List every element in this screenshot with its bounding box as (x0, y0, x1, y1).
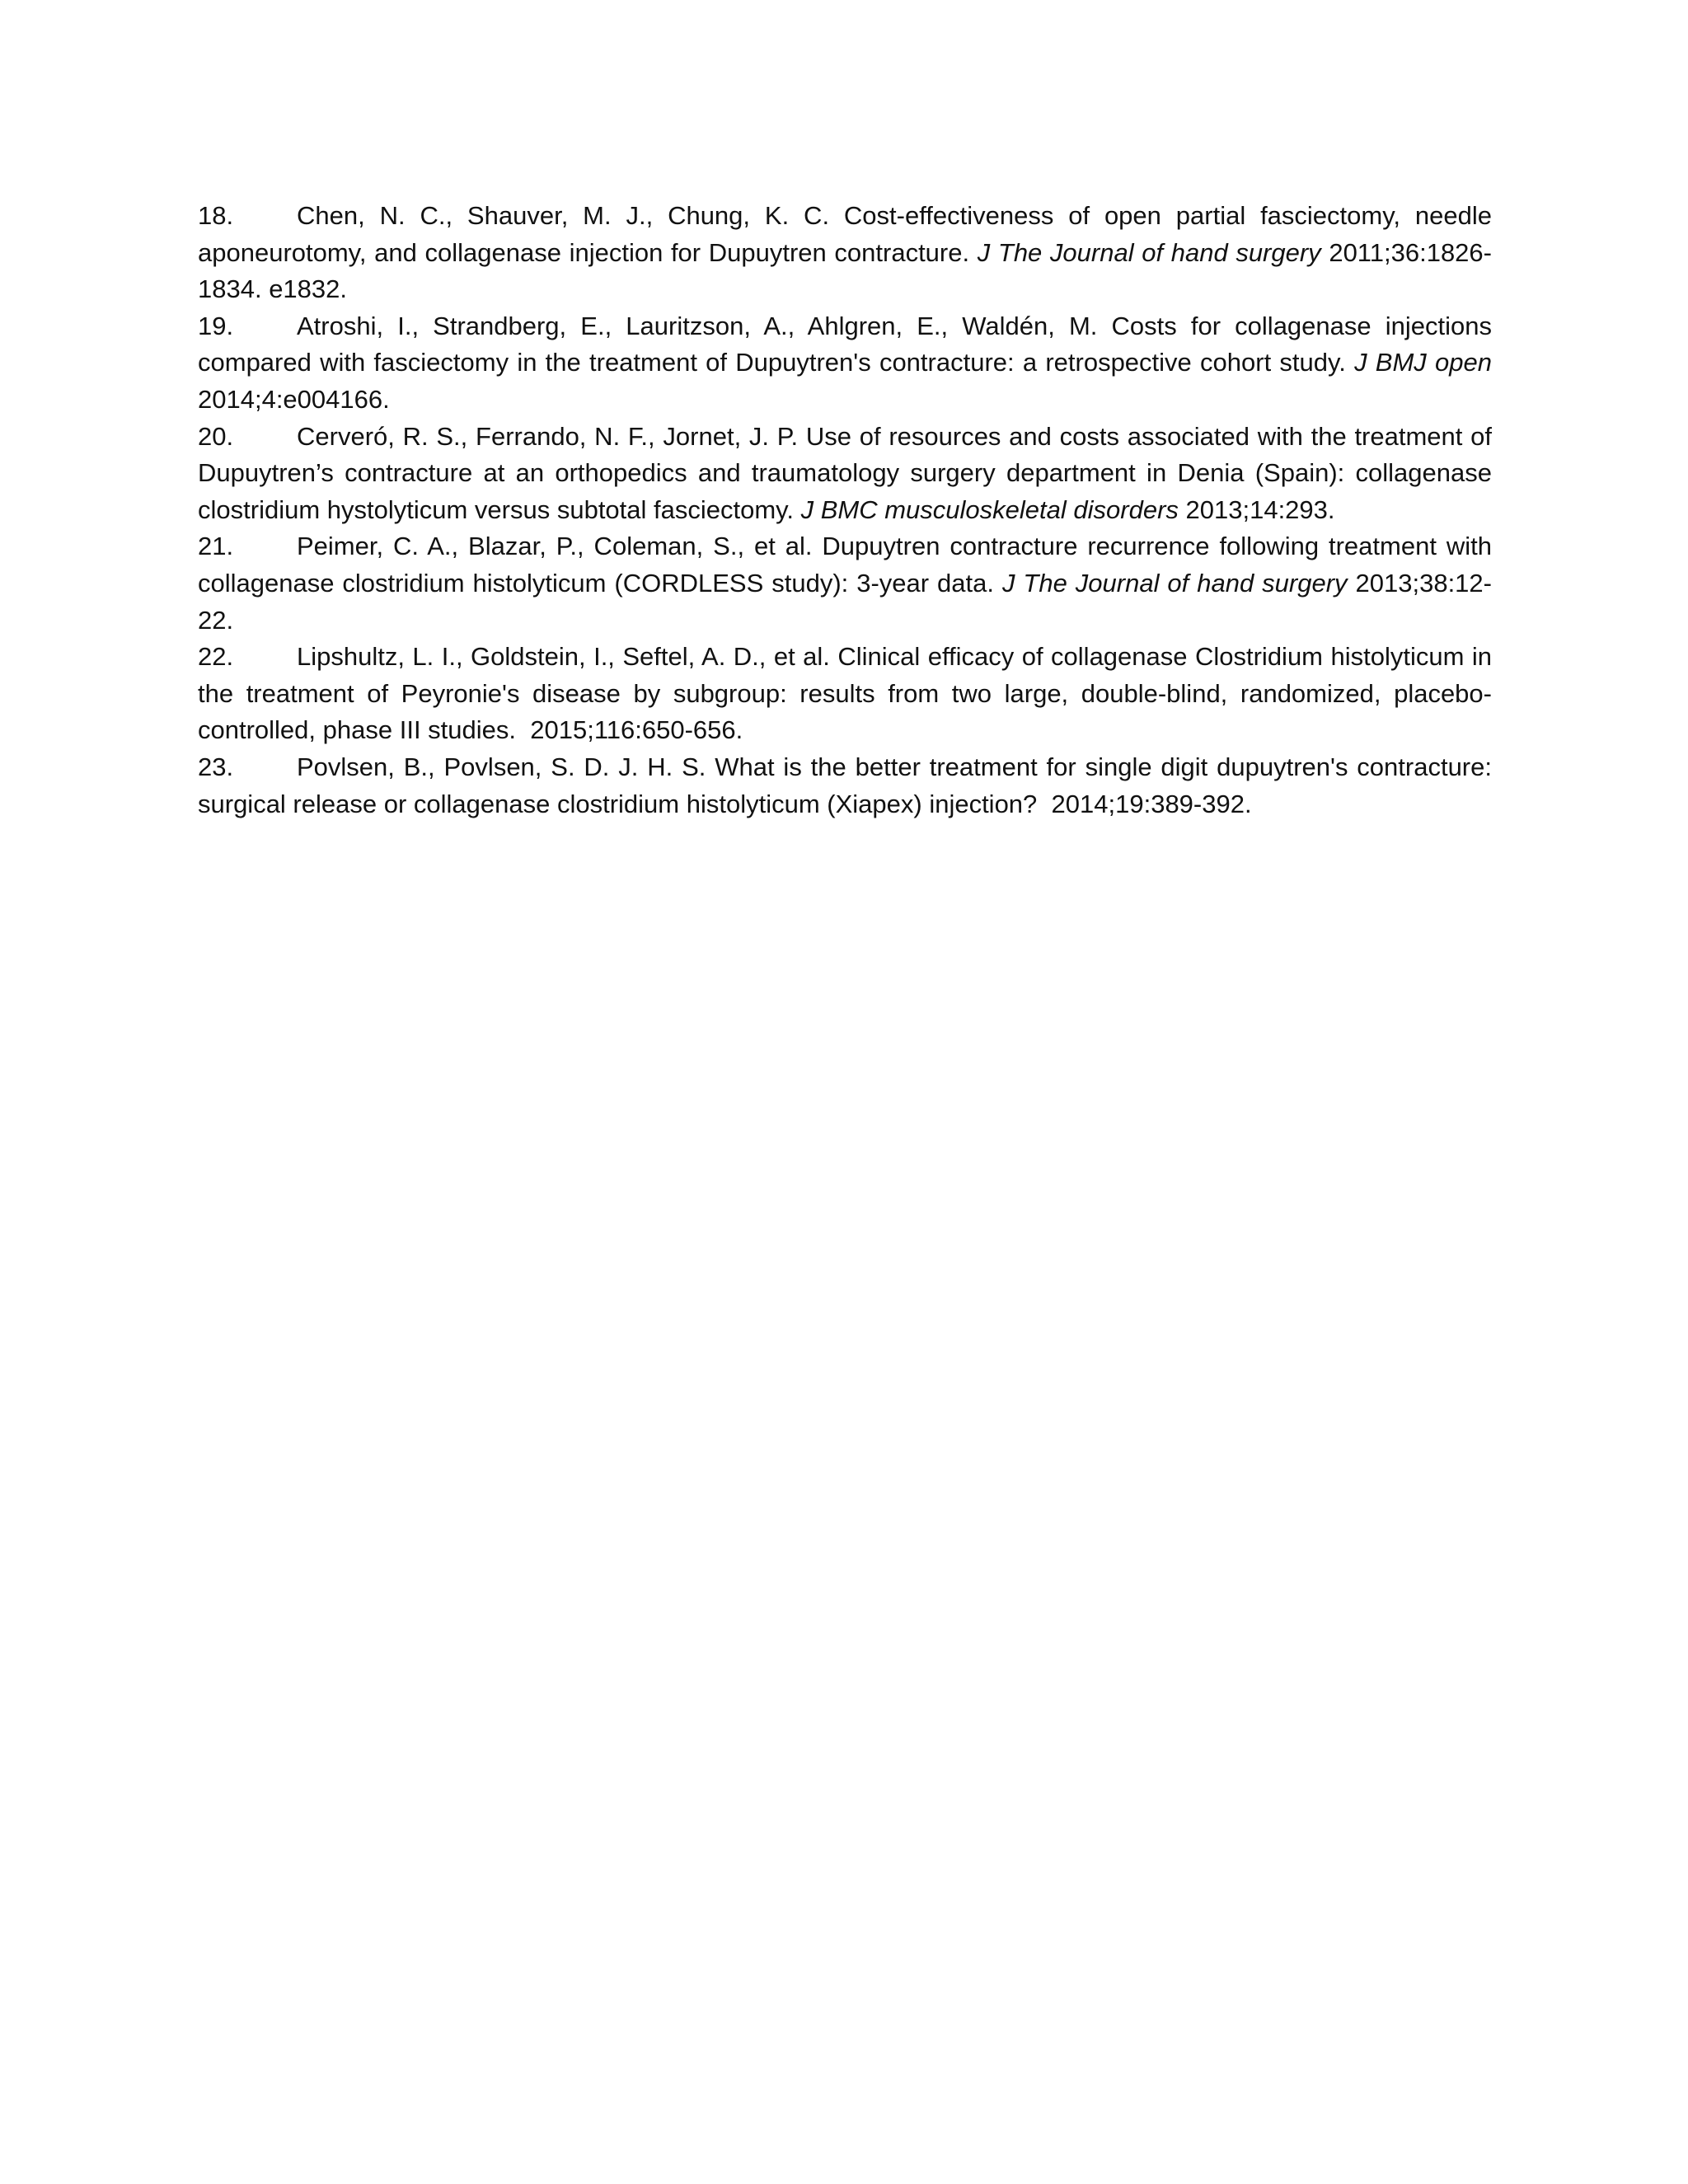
reference-details: 2015;116:650-656. (530, 715, 743, 745)
reference-journal: J The Journal of hand surgery (977, 237, 1321, 267)
reference-item-18 (198, 198, 1492, 308)
reference-journal: J The Journal of hand surgery (1001, 568, 1348, 598)
reference-item-21 (198, 528, 1492, 639)
reference-details: 2013;14:293. (1185, 494, 1335, 524)
reference-details: 2014;19:389-392. (1051, 789, 1252, 818)
reference-item-23 (198, 749, 1492, 823)
reference-text: Atroshi, I., Strandberg, E., Lauritzson, A., Ahlgren, E., Waldén, M. Costs for collagenase injections compared with fasciectomy in the treatment of Dupuytren's contracture: a retrospective cohort study. (198, 311, 1492, 377)
reference-number: 23. (198, 752, 234, 781)
reference-journal: J BMC musculoskeletal disorders (800, 494, 1179, 524)
reference-text: Peimer, C. A., Blazar, P., Coleman, S., et al. Dupuytren contracture recurrence following treatment with collagenase clostridium histolyticum (CORDLESS study): 3-year data. (198, 532, 1492, 598)
reference-item-19 (198, 308, 1492, 419)
reference-number: 19. (198, 311, 234, 340)
reference-text: Lipshultz, L. I., Goldstein, I., Seftel, A. D., et al. Clinical efficacy of collagenase Clostridium histolyticum in the treatment of Peyronie's disease by subgroup: results from two large, double-blind, randomized, placebo-controlled, phase III studies. (198, 642, 1492, 745)
reference-number: 20. (198, 421, 234, 451)
reference-number: 18. (198, 201, 234, 230)
reference-list (198, 198, 1492, 823)
reference-item-22 (198, 639, 1492, 749)
reference-number: 22. (198, 642, 234, 672)
reference-item-20 (198, 419, 1492, 529)
reference-journal: J BMJ open (1354, 348, 1492, 377)
reference-number: 21. (198, 532, 234, 561)
reference-text: Chen, N. C., Shauver, M. J., Chung, K. C. Cost-effectiveness of open partial fasciectomy, needle aponeurotomy, and collagenase injection for Dupuytren contracture. (198, 201, 1492, 267)
reference-details: 2014;4:e004166. (198, 384, 390, 414)
reference-text: Cerveró, R. S., Ferrando, N. F., Jornet, J. P. Use of resources and costs associated with the treatment of Dupuytren’s contracture at an orthopedics and traumatology surgery department in Denia (Spain): collagenase clostridium hystolyticum versus subtotal fasciectomy. (198, 421, 1492, 524)
reference-details: 2011;36:1826-1834. e1832. (198, 237, 1492, 304)
reference-details: 2013;38:12-22. (198, 568, 1492, 635)
reference-text: Povlsen, B., Povlsen, S. D. J. H. S. What is the better treatment for single digit dupuytren's contracture: surgical release or collagenase clostridium histolyticum (Xiapex) injection? (198, 752, 1492, 818)
